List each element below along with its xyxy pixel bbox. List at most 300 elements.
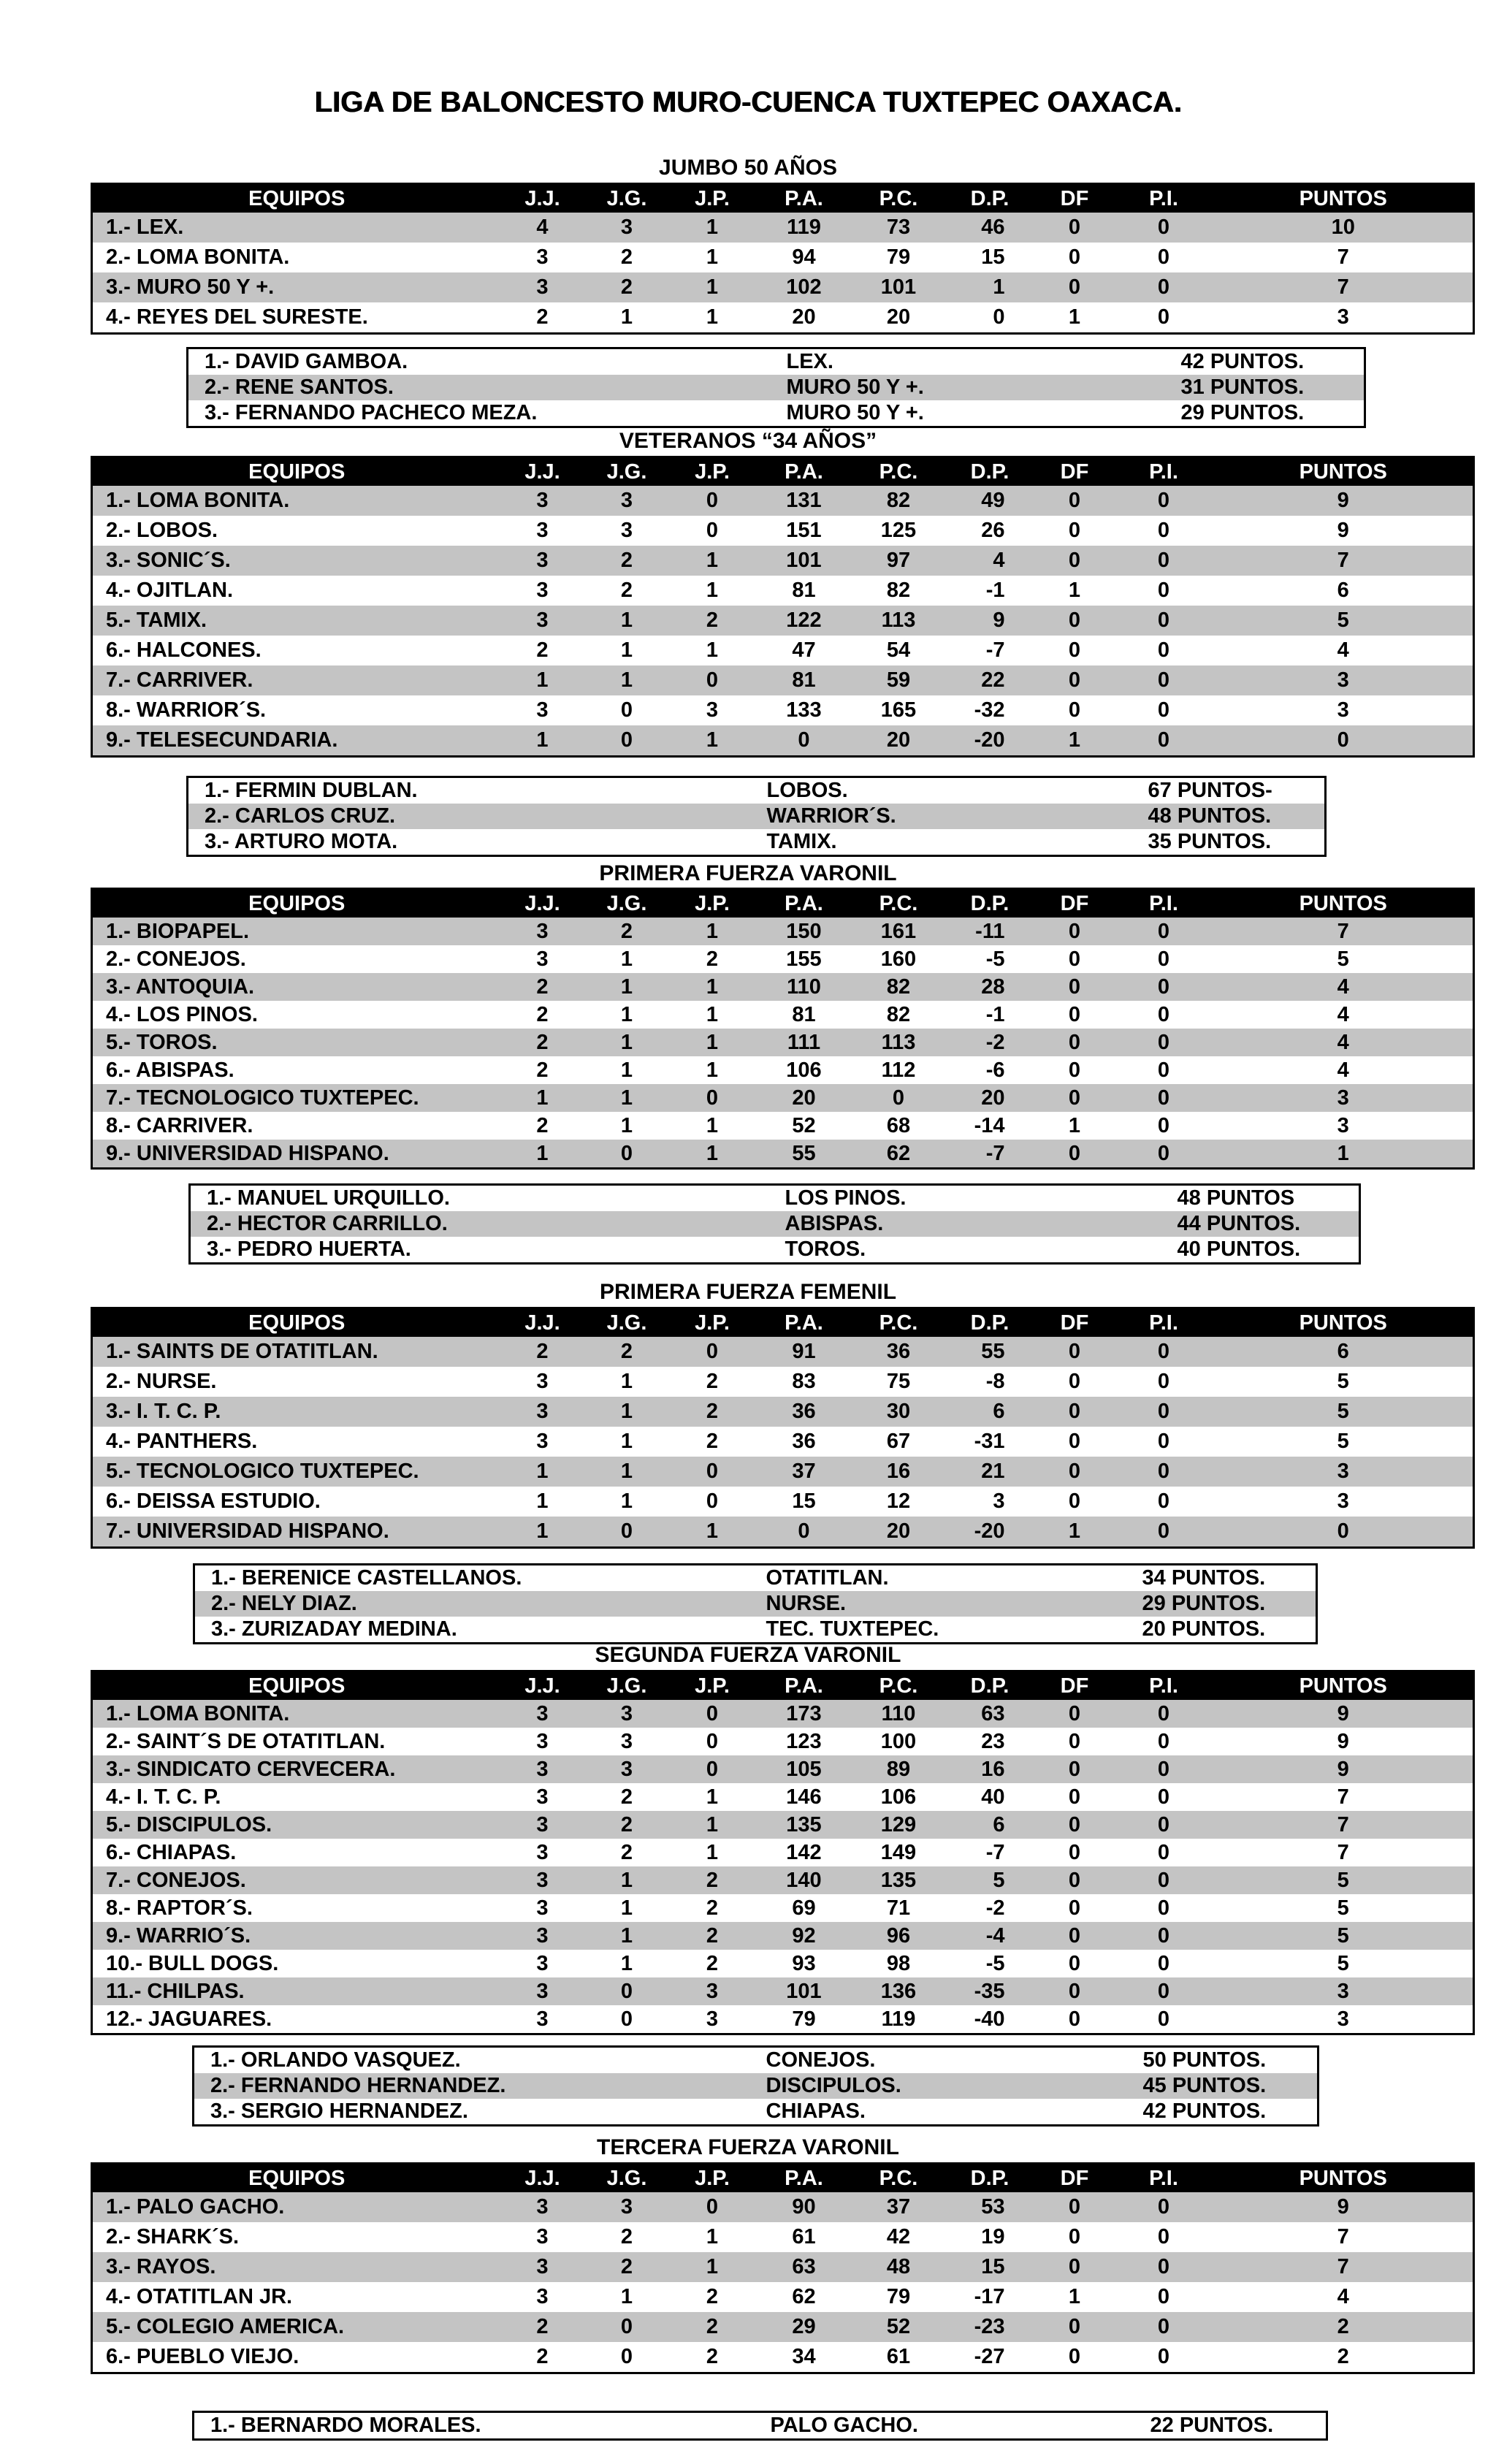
stat-cell: 123 bbox=[786, 1729, 822, 1753]
stat-cell: 0 bbox=[853, 1084, 944, 1112]
stat-cell: 1 bbox=[620, 1370, 633, 1393]
stat-cell: 1 bbox=[670, 1517, 755, 1548]
standings-table-primera-varonil bbox=[91, 888, 1475, 1170]
stat-cell: -27 bbox=[974, 2345, 1005, 2368]
team-name-cell: 4.- I. T. C. P. bbox=[106, 1785, 221, 1809]
stat-cell: -35 bbox=[944, 1977, 1036, 2005]
stat-cell: 0 bbox=[993, 305, 1005, 329]
team-name-cell: 2.- CONEJOS. bbox=[106, 947, 246, 971]
stat-cell: 3 bbox=[1214, 1977, 1474, 2005]
stat-cell: 1 bbox=[670, 546, 755, 576]
stat-cell: 62 bbox=[792, 2285, 816, 2308]
stat-cell: 0 bbox=[670, 665, 755, 695]
stat-cell: 2 bbox=[670, 1397, 755, 1427]
scorer-name-cell: 2.- HECTOR CARRILLO. bbox=[190, 1211, 769, 1237]
stat-cell: 150 bbox=[755, 918, 853, 945]
table-row bbox=[92, 1487, 1474, 1517]
scorer-team-cell: LOS PINOS. bbox=[785, 1186, 907, 1210]
stat-cell: 89 bbox=[853, 1755, 944, 1783]
stat-cell: 3 bbox=[501, 1397, 584, 1427]
stat-cell: 1 bbox=[620, 1490, 633, 1513]
stat-cell: 1 bbox=[501, 1517, 584, 1548]
stat-cell: 135 bbox=[853, 1866, 944, 1894]
stat-cell: 0 bbox=[1068, 1058, 1081, 1082]
stat-cell: 0 bbox=[1157, 2345, 1170, 2368]
stat-cell: 0 bbox=[1036, 665, 1114, 695]
stat-cell: 7 bbox=[1337, 245, 1349, 269]
column-header: J.P. bbox=[670, 2164, 755, 2193]
scorer-row bbox=[194, 1617, 1317, 1644]
stat-cell: 0 bbox=[1068, 947, 1081, 971]
stat-cell: 0 bbox=[670, 1337, 755, 1367]
team-name-cell: 4.- OJITLAN. bbox=[106, 579, 234, 602]
standings-table-tercera-varonil bbox=[91, 2162, 1475, 2374]
stat-cell: 4 bbox=[1337, 1058, 1349, 1082]
stat-cell: 0 bbox=[1114, 486, 1214, 516]
stat-cell: 1 bbox=[670, 272, 755, 302]
section-title-primera-femenil: PRIMERA FUERZA FEMENIL bbox=[599, 1280, 897, 1304]
scorer-name-cell: 3.- SERGIO HERNANDEZ. bbox=[210, 2099, 468, 2123]
stat-cell: 2 bbox=[670, 2312, 755, 2342]
stat-cell: 5 bbox=[1214, 606, 1474, 636]
column-header: P.A. bbox=[755, 1671, 853, 1701]
standings-table-veteranos bbox=[91, 456, 1475, 758]
scorers-table-tercera-varonil bbox=[192, 2411, 1328, 2441]
stat-cell: 0 bbox=[1157, 2225, 1170, 2249]
stat-cell: 1 bbox=[501, 1457, 584, 1487]
stat-cell: 0 bbox=[1157, 1896, 1170, 1920]
stat-cell: 2 bbox=[670, 1922, 755, 1950]
stat-cell: 3 bbox=[584, 1700, 670, 1728]
column-header: D.P. bbox=[944, 2164, 1036, 2193]
team-name-cell: 2.- NURSE. bbox=[106, 1370, 217, 1393]
header-row bbox=[92, 2164, 1474, 2193]
stat-cell: 15 bbox=[981, 245, 1005, 269]
stat-cell: 82 bbox=[853, 486, 944, 516]
team-name-cell: 6.- ABISPAS. bbox=[106, 1058, 234, 1082]
stat-cell: 1 bbox=[501, 1084, 584, 1112]
stat-cell: 1 bbox=[670, 213, 755, 243]
team-name-cell: 1.- BIOPAPEL. bbox=[92, 918, 501, 945]
scorer-points-cell: 45 PUNTOS. bbox=[1127, 2073, 1318, 2099]
stat-cell: 3 bbox=[706, 2007, 719, 2031]
column-header: EQUIPOS bbox=[92, 184, 501, 213]
scorer-row bbox=[190, 1211, 1360, 1237]
column-header: D.P. bbox=[944, 889, 1036, 918]
stat-cell: 16 bbox=[853, 1457, 944, 1487]
stat-cell: 2 bbox=[706, 2345, 719, 2368]
stat-cell: 0 bbox=[584, 1517, 670, 1548]
column-header: EQUIPOS bbox=[92, 2164, 501, 2193]
stat-cell: 0 bbox=[706, 1729, 719, 1753]
stat-cell: 1 bbox=[944, 272, 1036, 302]
column-header: PUNTOS bbox=[1214, 457, 1474, 487]
stat-cell: 110 bbox=[853, 1700, 944, 1728]
stat-cell: 0 bbox=[1157, 1951, 1170, 1975]
table-row bbox=[92, 302, 1474, 334]
stat-cell: 3 bbox=[670, 1977, 755, 2005]
team-name-cell: 12.- JAGUARES. bbox=[106, 2007, 272, 2031]
column-header: J.P. bbox=[670, 184, 755, 213]
stat-cell: 5 bbox=[944, 1866, 1036, 1894]
stat-cell: 20 bbox=[792, 305, 816, 329]
stat-cell: 0 bbox=[1114, 1977, 1214, 2005]
stat-cell: 3 bbox=[1337, 1490, 1349, 1513]
stat-cell: 34 bbox=[792, 2345, 816, 2368]
stat-cell: 3 bbox=[536, 1840, 549, 1864]
scorer-points-cell: 42 PUNTOS. bbox=[1142, 2099, 1267, 2123]
stat-cell: 0 bbox=[1114, 665, 1214, 695]
stat-cell: 0 bbox=[1036, 918, 1114, 945]
column-header: P.A. bbox=[755, 889, 853, 918]
stat-cell: 0 bbox=[1114, 2192, 1214, 2222]
column-header: J.P. bbox=[670, 1671, 755, 1701]
stat-cell: 3 bbox=[536, 1430, 549, 1453]
stat-cell: -7 bbox=[985, 638, 1005, 662]
team-name-cell: 2.- LOMA BONITA. bbox=[106, 245, 290, 269]
team-name-cell: 5.- COLEGIO AMERICA. bbox=[92, 2312, 501, 2342]
stat-cell: 30 bbox=[853, 1397, 944, 1427]
stat-cell: 1 bbox=[620, 305, 633, 329]
stat-cell: 0 bbox=[1157, 638, 1170, 662]
stat-cell: 1 bbox=[620, 2285, 633, 2308]
team-name-cell: 3.- I. T. C. P. bbox=[92, 1397, 501, 1427]
stat-cell: 0 bbox=[1036, 1397, 1114, 1427]
stat-cell: 12 bbox=[886, 1490, 911, 1513]
stat-cell: 1 bbox=[670, 918, 755, 945]
stat-cell: -1 bbox=[985, 579, 1005, 602]
scorer-row bbox=[194, 2047, 1318, 2074]
scorer-points-cell: 67 PUNTOS- bbox=[1148, 779, 1272, 802]
scorer-name-cell: 1.- MANUEL URQUILLO. bbox=[207, 1186, 450, 1210]
stat-cell: 2 bbox=[1337, 2345, 1349, 2368]
stat-cell: 2 bbox=[706, 1430, 719, 1453]
table-row bbox=[92, 606, 1474, 636]
stat-cell: 2 bbox=[584, 272, 670, 302]
stat-cell: 2 bbox=[584, 1811, 670, 1839]
column-header: J.J. bbox=[501, 457, 584, 487]
stat-cell: -2 bbox=[985, 1896, 1005, 1920]
stat-cell: 6 bbox=[1214, 1337, 1474, 1367]
scorer-team-cell: CONEJOS. bbox=[766, 2048, 876, 2072]
stat-cell: 0 bbox=[706, 1490, 719, 1513]
section-title-tercera-varonil: TERCERA FUERZA VARONIL bbox=[597, 2135, 899, 2159]
scorer-points-cell: 48 PUNTOS bbox=[1177, 1186, 1295, 1210]
stat-cell: 3 bbox=[501, 2252, 584, 2282]
stat-cell: 3 bbox=[536, 2225, 549, 2249]
stat-cell: 62 bbox=[853, 1140, 944, 1169]
table-row bbox=[92, 1728, 1474, 1755]
stat-cell: 52 bbox=[853, 2312, 944, 2342]
table-row bbox=[92, 1397, 1474, 1427]
column-header: J.G. bbox=[584, 1671, 670, 1701]
team-name-cell: 9.- UNIVERSIDAD HISPANO. bbox=[92, 1140, 501, 1169]
stat-cell: 21 bbox=[944, 1457, 1036, 1487]
column-header: J.G. bbox=[584, 1308, 670, 1338]
stat-cell: 1 bbox=[1068, 2285, 1081, 2308]
stat-cell: 1 bbox=[670, 1029, 755, 1056]
stat-cell: 81 bbox=[755, 665, 853, 695]
stat-cell: 3 bbox=[536, 1951, 549, 1975]
stat-cell: 0 bbox=[1068, 1370, 1081, 1393]
team-name-cell: 11.- CHILPAS. bbox=[92, 1977, 501, 2005]
stat-cell: 48 bbox=[853, 2252, 944, 2282]
stat-cell: 1 bbox=[1036, 725, 1114, 757]
column-header: P.C. bbox=[853, 889, 944, 918]
stat-cell: 36 bbox=[792, 1430, 816, 1453]
stat-cell: 3 bbox=[1214, 1084, 1474, 1112]
stat-cell: 73 bbox=[853, 213, 944, 243]
stat-cell: 0 bbox=[1157, 947, 1170, 971]
stat-cell: 36 bbox=[755, 1397, 853, 1427]
stat-cell: 0 bbox=[670, 2192, 755, 2222]
table-row bbox=[92, 1029, 1474, 1056]
stat-cell: 0 bbox=[706, 519, 719, 542]
scorer-team-cell: OTATITLAN. bbox=[766, 1566, 889, 1590]
team-name-cell: 9.- WARRIO´S. bbox=[92, 1922, 501, 1950]
scorers-table-segunda-varonil bbox=[192, 2045, 1319, 2127]
team-name-cell: 1.- LOMA BONITA. bbox=[92, 1700, 501, 1728]
stat-cell: 0 bbox=[1157, 305, 1170, 329]
stat-cell: 0 bbox=[1036, 213, 1114, 243]
team-name-cell: 3.- MURO 50 Y +. bbox=[92, 272, 501, 302]
scorer-points-cell: 48 PUNTOS. bbox=[1132, 804, 1326, 829]
scorer-row bbox=[188, 829, 1326, 856]
stat-cell: 1 bbox=[670, 973, 755, 1001]
scorer-row bbox=[194, 2099, 1318, 2126]
stat-cell: 0 bbox=[1114, 1811, 1214, 1839]
scorer-name-cell: 1.- DAVID GAMBOA. bbox=[205, 350, 408, 373]
scorer-points-cell: 22 PUNTOS. bbox=[1150, 2414, 1274, 2437]
team-name-cell: 10.- BULL DOGS. bbox=[106, 1951, 279, 1975]
stat-cell: 3 bbox=[536, 519, 549, 542]
stat-cell: 3 bbox=[501, 1977, 584, 2005]
stat-cell: 0 bbox=[1157, 1370, 1170, 1393]
scorer-team-cell: TAMIX. bbox=[766, 830, 837, 853]
stat-cell: 63 bbox=[944, 1700, 1036, 1728]
stat-cell: 0 bbox=[1068, 1729, 1081, 1753]
column-header: J.J. bbox=[501, 1671, 584, 1701]
stat-cell: 7 bbox=[1214, 272, 1474, 302]
stat-cell: 110 bbox=[755, 973, 853, 1001]
stat-cell: 7 bbox=[1337, 2225, 1349, 2249]
stat-cell: 0 bbox=[1036, 2192, 1114, 2222]
stat-cell: 9 bbox=[1214, 2192, 1474, 2222]
stat-cell: 0 bbox=[1114, 1337, 1214, 1367]
stat-cell: 0 bbox=[1114, 725, 1214, 757]
stat-cell: 0 bbox=[620, 2007, 633, 2031]
stat-cell: 0 bbox=[1114, 1140, 1214, 1169]
stat-cell: 0 bbox=[1068, 1490, 1081, 1513]
stat-cell: 3 bbox=[536, 2285, 549, 2308]
stat-cell: 100 bbox=[880, 1729, 917, 1753]
stat-cell: 3 bbox=[620, 519, 633, 542]
stat-cell: -4 bbox=[944, 1922, 1036, 1950]
stat-cell: 1 bbox=[620, 1896, 633, 1920]
column-header: DF bbox=[1036, 184, 1114, 213]
stat-cell: -11 bbox=[944, 918, 1036, 945]
stat-cell: 119 bbox=[755, 213, 853, 243]
stat-cell: 3 bbox=[1214, 665, 1474, 695]
stat-cell: 7 bbox=[1337, 1840, 1349, 1864]
stat-cell: 0 bbox=[1036, 2312, 1114, 2342]
column-header: P.I. bbox=[1114, 184, 1214, 213]
stat-cell: 5 bbox=[1337, 947, 1349, 971]
scorer-points-cell: 31 PUNTOS. bbox=[1165, 375, 1365, 400]
scorer-name-cell: 3.- ZURIZADAY MEDINA. bbox=[211, 1617, 457, 1641]
stat-cell: 42 bbox=[886, 2225, 911, 2249]
scorer-team-cell: NURSE. bbox=[750, 1591, 1126, 1617]
stat-cell: 71 bbox=[886, 1896, 911, 1920]
team-name-cell: 6.- PUEBLO VIEJO. bbox=[106, 2345, 299, 2368]
stat-cell: -8 bbox=[985, 1370, 1005, 1393]
stat-cell: 7 bbox=[1214, 1811, 1474, 1839]
stat-cell: 3 bbox=[501, 1866, 584, 1894]
stat-cell: 0 bbox=[1114, 1700, 1214, 1728]
stat-cell: 79 bbox=[886, 245, 911, 269]
stat-cell: 0 bbox=[755, 1517, 853, 1548]
table-row bbox=[92, 2005, 1474, 2034]
stat-cell: 0 bbox=[1036, 1140, 1114, 1169]
stat-cell: 9 bbox=[1214, 1755, 1474, 1783]
stat-cell: 0 bbox=[1114, 1084, 1214, 1112]
stat-cell: 3 bbox=[501, 1700, 584, 1728]
stat-cell: 2 bbox=[584, 546, 670, 576]
column-header: J.J. bbox=[501, 2164, 584, 2193]
column-header: P.A. bbox=[755, 1308, 853, 1338]
stat-cell: 3 bbox=[536, 1729, 549, 1753]
stat-cell: 1 bbox=[620, 1430, 633, 1453]
column-header: J.J. bbox=[501, 184, 584, 213]
stat-cell: 1 bbox=[501, 665, 584, 695]
stat-cell: 0 bbox=[1114, 1755, 1214, 1783]
stat-cell: 155 bbox=[786, 947, 822, 971]
stat-cell: 1 bbox=[584, 1084, 670, 1112]
stat-cell: 2 bbox=[620, 245, 633, 269]
scorer-team-cell: PALO GACHO. bbox=[770, 2414, 918, 2437]
column-header: EQUIPOS bbox=[92, 889, 501, 918]
stat-cell: 82 bbox=[853, 973, 944, 1001]
stat-cell: 61 bbox=[792, 2225, 816, 2249]
stat-cell: 0 bbox=[1068, 2007, 1081, 2031]
stat-cell: 16 bbox=[944, 1755, 1036, 1783]
team-name-cell: 2.- SAINT´S DE OTATITLAN. bbox=[106, 1729, 386, 1753]
stat-cell: 0 bbox=[1157, 519, 1170, 542]
team-name-cell: 5.- DISCIPULOS. bbox=[92, 1811, 501, 1839]
stat-cell: 4 bbox=[1337, 1002, 1349, 1026]
stat-cell: 37 bbox=[853, 2192, 944, 2222]
stat-cell: 0 bbox=[1036, 1922, 1114, 1950]
stat-cell: 0 bbox=[1068, 698, 1081, 722]
stat-cell: 52 bbox=[792, 1113, 816, 1137]
scorer-name-cell: 2.- NELY DIAZ. bbox=[194, 1591, 750, 1617]
column-header: P.I. bbox=[1114, 457, 1214, 487]
stat-cell: 1 bbox=[584, 1029, 670, 1056]
column-header: DF bbox=[1036, 1308, 1114, 1338]
stat-cell: -23 bbox=[944, 2312, 1036, 2342]
team-name-cell: 9.- TELESECUNDARIA. bbox=[92, 725, 501, 757]
table-row bbox=[92, 945, 1474, 973]
stat-cell: 0 bbox=[584, 725, 670, 757]
stat-cell: 5 bbox=[1337, 1430, 1349, 1453]
stat-cell: 3 bbox=[536, 2007, 549, 2031]
scorer-row bbox=[188, 375, 1365, 400]
standings-table-segunda-varonil bbox=[91, 1670, 1475, 2035]
stat-cell: 55 bbox=[944, 1337, 1036, 1367]
column-header: J.G. bbox=[584, 2164, 670, 2193]
stat-cell: 0 bbox=[1157, 579, 1170, 602]
stat-cell: 133 bbox=[786, 698, 822, 722]
team-name-cell: 3.- ANTOQUIA. bbox=[92, 973, 501, 1001]
scorer-row bbox=[188, 777, 1326, 804]
stat-cell: 0 bbox=[755, 725, 853, 757]
stat-cell: 47 bbox=[792, 638, 816, 662]
stat-cell: 3 bbox=[536, 579, 549, 602]
stat-cell: 0 bbox=[670, 1457, 755, 1487]
scorer-points-cell: 42 PUNTOS. bbox=[1180, 350, 1305, 373]
stat-cell: 1 bbox=[584, 1397, 670, 1427]
stat-cell: 49 bbox=[944, 486, 1036, 516]
stat-cell: -20 bbox=[944, 1517, 1036, 1548]
stat-cell: 140 bbox=[755, 1866, 853, 1894]
stat-cell: 3 bbox=[501, 2192, 584, 2222]
stat-cell: 1 bbox=[670, 1140, 755, 1169]
scorer-row bbox=[194, 2073, 1318, 2099]
table-row bbox=[92, 918, 1474, 945]
team-name-cell: 4.- PANTHERS. bbox=[106, 1430, 258, 1453]
table-row bbox=[92, 636, 1474, 665]
table-row bbox=[92, 1427, 1474, 1457]
column-header: PUNTOS bbox=[1214, 889, 1474, 918]
scorer-points-cell: 29 PUNTOS. bbox=[1180, 401, 1305, 424]
stat-cell: 0 bbox=[1114, 272, 1214, 302]
table-row bbox=[92, 1922, 1474, 1950]
scorers-table-jumbo bbox=[186, 347, 1366, 428]
stat-cell: 0 bbox=[1036, 1337, 1114, 1367]
stat-cell: 3 bbox=[536, 947, 549, 971]
column-header: P.C. bbox=[853, 1671, 944, 1701]
stat-cell: 1 bbox=[584, 665, 670, 695]
stat-cell: 3 bbox=[1337, 698, 1349, 722]
stat-cell: 0 bbox=[1114, 1457, 1214, 1487]
stat-cell: 83 bbox=[792, 1370, 816, 1393]
stat-cell: 1 bbox=[706, 245, 719, 269]
stat-cell: 2 bbox=[501, 973, 584, 1001]
stat-cell: 4 bbox=[501, 213, 584, 243]
stat-cell: 160 bbox=[880, 947, 917, 971]
table-row bbox=[92, 272, 1474, 302]
table-row bbox=[92, 1367, 1474, 1397]
stat-cell: 20 bbox=[944, 1084, 1036, 1112]
team-name-cell: 6.- HALCONES. bbox=[106, 638, 262, 662]
stat-cell: -6 bbox=[985, 1058, 1005, 1082]
stat-cell: 2 bbox=[536, 1113, 549, 1137]
stat-cell: 1 bbox=[620, 1058, 633, 1082]
table-row bbox=[92, 2312, 1474, 2342]
stat-cell: 0 bbox=[1068, 1785, 1081, 1809]
stat-cell: 1 bbox=[501, 1140, 584, 1169]
stat-cell: 1 bbox=[620, 1951, 633, 1975]
stat-cell: 63 bbox=[755, 2252, 853, 2282]
stat-cell: 4 bbox=[1214, 973, 1474, 1001]
team-name-cell: 7.- UNIVERSIDAD HISPANO. bbox=[92, 1517, 501, 1548]
stat-cell: 0 bbox=[1036, 1811, 1114, 1839]
stat-cell: 7 bbox=[1214, 2252, 1474, 2282]
stat-cell: 122 bbox=[755, 606, 853, 636]
team-name-cell: 5.- TOROS. bbox=[92, 1029, 501, 1056]
stat-cell: 149 bbox=[880, 1840, 917, 1864]
stat-cell: 3 bbox=[584, 2192, 670, 2222]
